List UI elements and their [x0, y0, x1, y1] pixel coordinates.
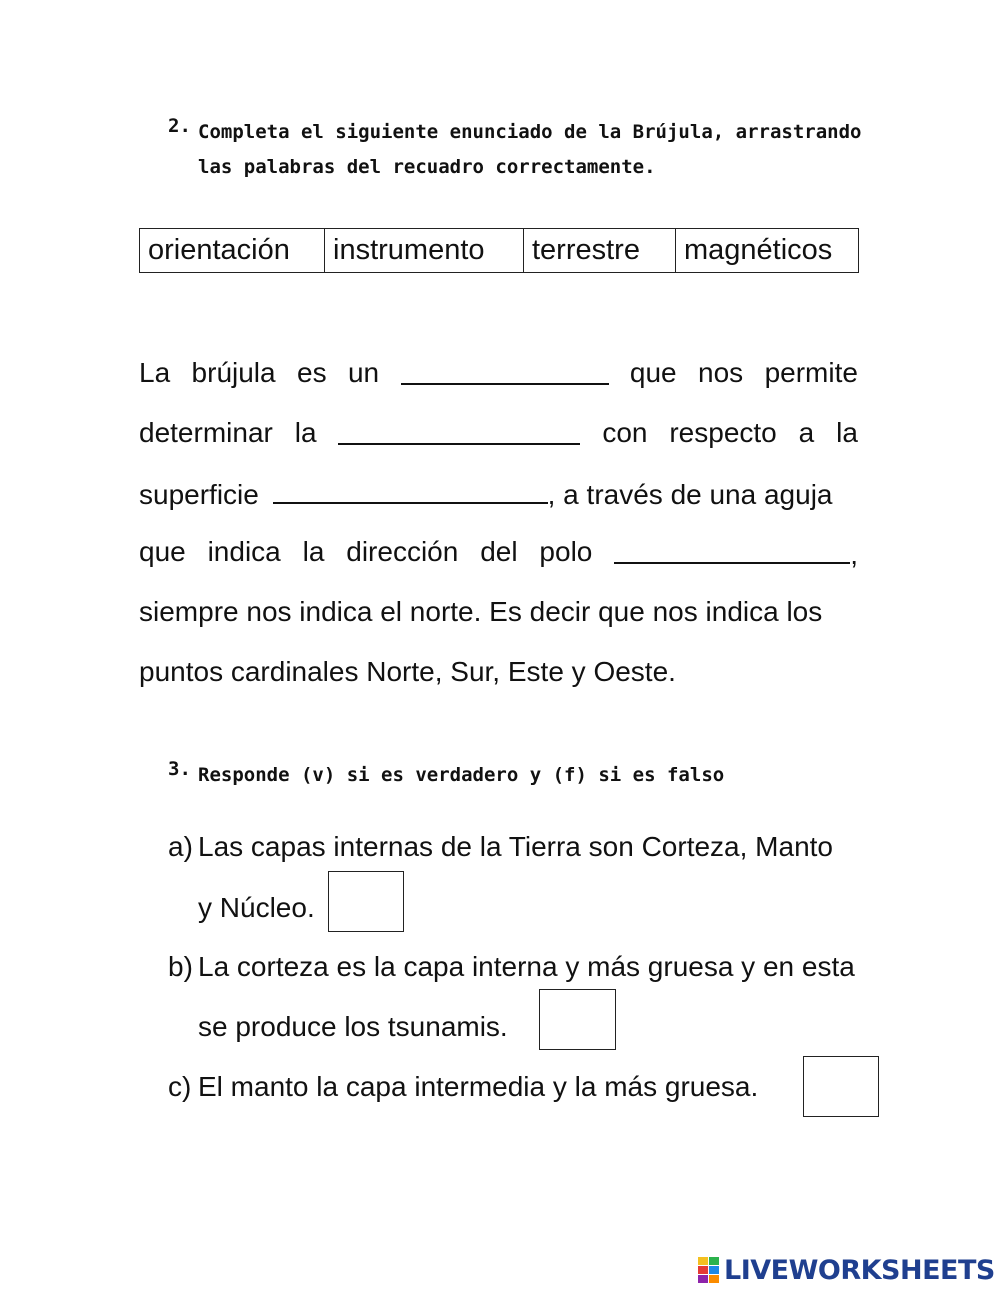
question-2-number: 2.	[168, 115, 191, 137]
word: es	[297, 357, 327, 388]
item-a-line-1: Las capas internas de la Tierra son Corteza, Manto	[198, 831, 834, 862]
word-chip-magneticos[interactable]: magnéticos	[676, 229, 859, 273]
answer-box-a[interactable]	[328, 871, 404, 932]
word: del	[480, 536, 518, 567]
word-chip-orientacion[interactable]: orientación	[140, 229, 325, 273]
item-b-line-1: La corteza es la capa interna y más gruesa y en esta	[198, 951, 855, 982]
word: un	[347, 357, 380, 388]
item-b-line-2: se produce los tsunamis.	[198, 1011, 508, 1042]
paragraph-line-5: siempre nos indica el norte. Es decir que nos indica los	[139, 596, 823, 627]
word: la	[836, 417, 858, 448]
word: que	[139, 536, 186, 567]
blank-1-drop-zone[interactable]	[401, 353, 609, 385]
liveworksheets-logo	[698, 1254, 995, 1286]
word: La	[139, 357, 171, 388]
item-a-line-2: y Núcleo.	[198, 892, 315, 923]
paragraph-line-4	[139, 532, 858, 572]
liveworksheets-blocks-icon	[698, 1257, 720, 1283]
item-c-line-1: El manto la capa intermedia y la más gruesa.	[198, 1071, 759, 1102]
question-2-line-2: las palabras del recuadro correctamente.	[198, 156, 656, 178]
word: polo	[539, 536, 593, 567]
blank-4-drop-zone[interactable]	[614, 532, 850, 564]
word: determinar	[139, 417, 273, 448]
question-2-line-1: Completa el siguiente enunciado de la Brújula, arrastrando	[198, 121, 862, 143]
word: que	[629, 357, 677, 388]
word: dirección	[346, 536, 459, 567]
word-chip-terrestre[interactable]: terrestre	[524, 229, 676, 273]
word: indica	[207, 536, 281, 567]
word-chip-instrumento[interactable]: instrumento	[325, 229, 524, 273]
blank-3-drop-zone[interactable]	[273, 472, 548, 504]
line-text: , a través de una aguja	[547, 479, 833, 510]
word: a	[798, 417, 815, 448]
word: brújula	[191, 357, 276, 388]
paragraph-line-6: puntos cardinales Norte, Sur, Este y Oeste.	[139, 656, 676, 687]
answer-box-b[interactable]	[539, 989, 616, 1050]
paragraph-line-2	[139, 413, 858, 453]
word: la	[302, 536, 325, 567]
liveworksheets-brand-text: LIVEWORKSHEETS	[724, 1254, 995, 1286]
word: respecto	[669, 417, 777, 448]
item-a-label: a)	[168, 831, 193, 862]
comma: ,	[850, 539, 858, 570]
answer-box-c[interactable]	[803, 1056, 879, 1117]
word: superficie	[139, 479, 259, 510]
question-2-heading	[168, 115, 861, 185]
word: la	[294, 417, 317, 448]
word-bank	[139, 228, 859, 273]
word: con	[602, 417, 648, 448]
paragraph-line-3	[139, 472, 858, 512]
item-c-label: c)	[168, 1071, 192, 1102]
question-3-heading	[168, 758, 724, 793]
word: nos	[698, 357, 744, 388]
word: permite	[764, 357, 858, 388]
blank-2-drop-zone[interactable]	[338, 413, 580, 445]
item-b-label: b)	[168, 951, 193, 982]
paragraph-line-1	[139, 353, 858, 393]
question-3-title: Responde (v) si es verdadero y (f) si es falso	[198, 764, 725, 786]
question-3-number: 3.	[168, 758, 191, 780]
